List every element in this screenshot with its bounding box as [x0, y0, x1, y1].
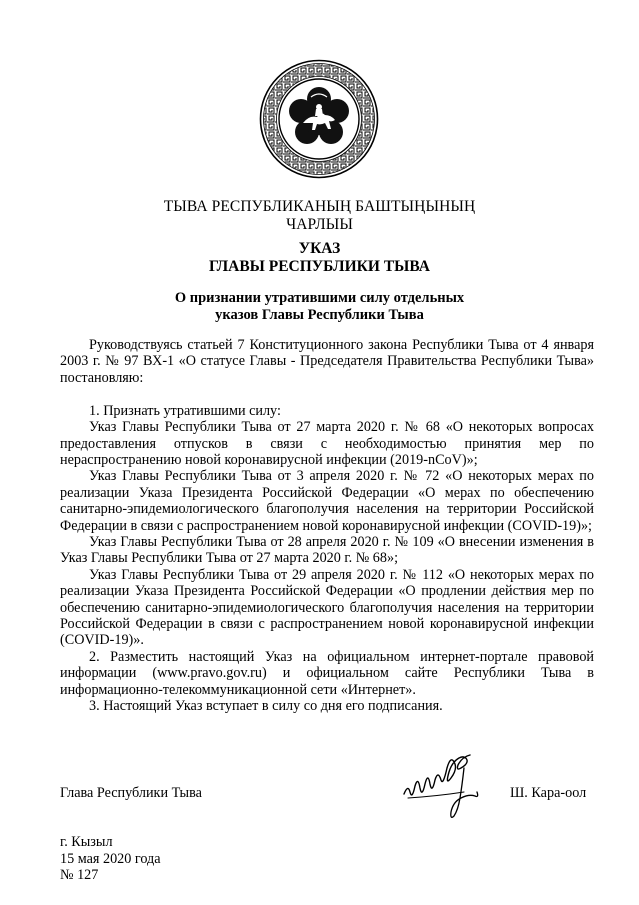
signatory-title: Глава Республики Тыва — [60, 785, 202, 801]
paragraph-item-3: 3. Настоящий Указ вступает в силу со дня его подписания. — [89, 698, 443, 715]
decree-subject — [0, 290, 639, 324]
paragraph-preamble: Руководствуясь статьей 7 Конституционного закона Республики Тыва от 4 января 2003 г. № 97 ВХ-1 «О статусе Главы - Председателя Правительства Республики Тыва» постановляю: — [60, 337, 594, 386]
decree-number: № 127 — [60, 867, 99, 883]
handwritten-signature-icon — [398, 754, 502, 822]
decree-footer — [60, 834, 161, 884]
header-line-1: ТЫВА РЕСПУБЛИКАНЫҢ БАШТЫҢЫНЫҢ — [163, 198, 476, 215]
paragraph-decree-68: Указ Главы Республики Тыва от 27 марта 2020 г. № 68 «О некоторых вопросах предоставления отпусков в связи с необходимостью принятия мер по нераспространению новой коронавирусной инфекции (2019-nCoV)»; — [60, 419, 594, 468]
paragraph-item-2: 2. Разместить настоящий Указ на официальном интернет-портале правовой информации (www.pravo.gov.ru) и официальном сайте Республики Тыва в информационно-телекоммуникационной сети «Интернет». — [60, 648, 594, 698]
issue-city: г. Кызыл — [60, 834, 113, 850]
decree-body — [60, 337, 594, 714]
decree-label: УКАЗ — [298, 240, 341, 257]
paragraph-decree-109: Указ Главы Республики Тыва от 28 апреля 2020 г. № 109 «О внесении изменения в Указ Главы Республики Тыва от 27 марта 2020 г. № 68»; — [60, 533, 594, 567]
issue-date: 15 мая 2020 года — [60, 850, 161, 867]
header-russian — [0, 240, 639, 276]
paragraph-decree-72: Указ Главы Республики Тыва от 3 апреля 2020 г. № 72 «О некоторых мерах по реализации Указа Президента Российской Федерации «О мерах по обеспечению санитарно-эпидемиологического благополучия населения на территории Российской Федерации в связи с распространением новой коронавирусной инфекции (COVID-19)»; — [60, 468, 594, 534]
subject-line-1: О признании утратившими силу отдельных — [174, 290, 465, 306]
decree-issuer: ГЛАВЫ РЕСПУБЛИКИ ТЫВА — [209, 258, 430, 275]
header-tuvan — [0, 198, 639, 234]
signatory-name: Ш. Кара-оол — [510, 785, 587, 801]
coat-of-arms-icon — [259, 59, 379, 179]
paragraph-item-1: 1. Признать утратившими силу: — [89, 402, 281, 419]
subject-line-2: указов Главы Республики Тыва — [215, 307, 424, 323]
header-line-2: ЧАРЛЫЫ — [286, 216, 353, 233]
paragraph-decree-112: Указ Главы Республики Тыва от 29 апреля 2020 г. № 112 «О некоторых мерах по реализации Указа Президента Российской Федерации «О продлении действия мер по обеспечению санитарно-эпидемиологического благополучия населения на территории Российской Федерации в связи с распространением новой коронавирусной инфекции (COVID-19)». — [60, 566, 594, 649]
